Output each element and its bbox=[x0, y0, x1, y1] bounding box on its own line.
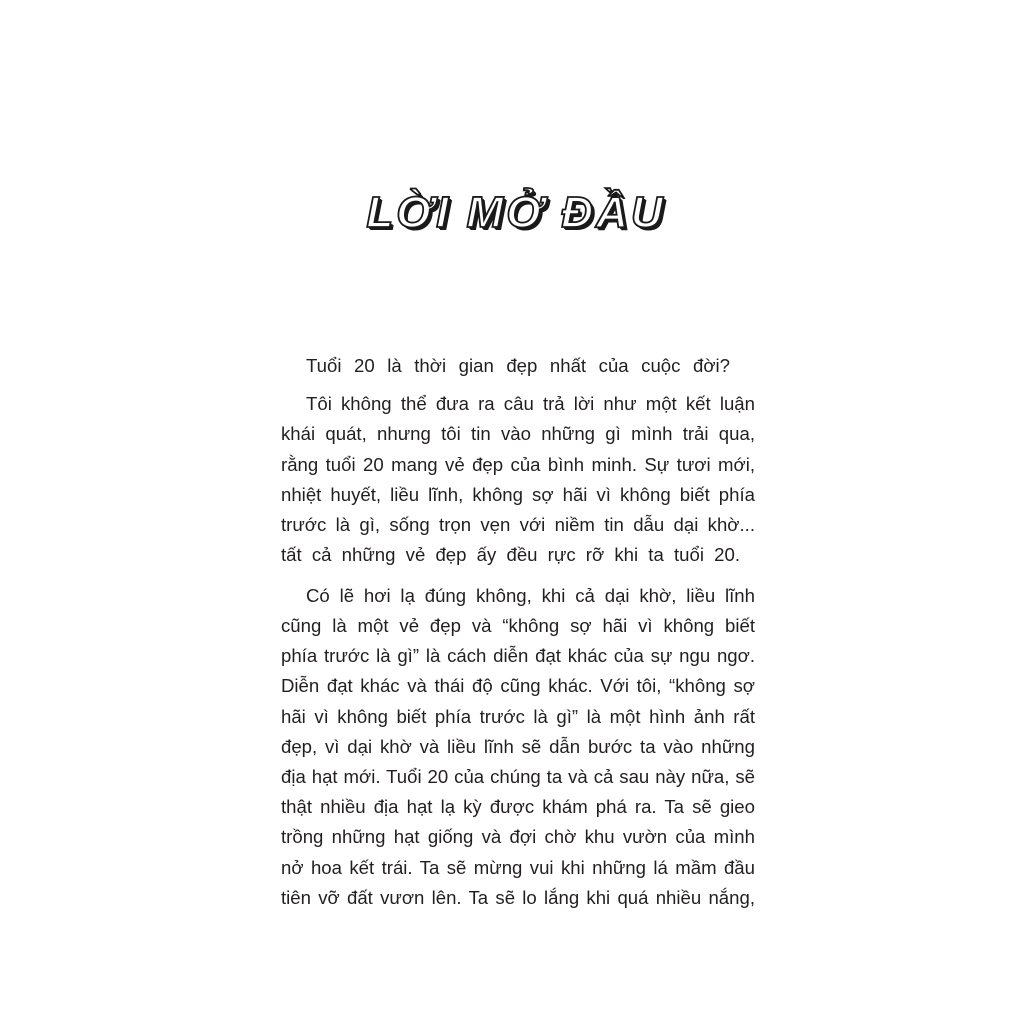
text-line: đẹp, vì dại khờ và liều lĩnh sẽ dẫn bước ta vào những bbox=[281, 735, 755, 757]
text-line: hãi vì không biết phía trước là gì” là một hình ảnh rất bbox=[281, 705, 755, 727]
text-line: nhiệt huyết, liều lĩnh, không sợ hãi vì không biết phía bbox=[281, 483, 755, 505]
text-line: Diễn đạt khác và thái độ cũng khác. Với tôi, “không sợ bbox=[281, 675, 755, 697]
paragraph-2 bbox=[281, 389, 755, 570]
text-line: rằng tuổi 20 mang vẻ đẹp của bình minh. Sự tươi mới, bbox=[281, 453, 755, 475]
text-line: nở hoa kết trái. Ta sẽ mừng vui khi những lá mầm đầu bbox=[281, 856, 755, 878]
text-line: khái quát, nhưng tôi tin vào những gì mình trải qua, bbox=[281, 423, 755, 445]
text-line: tiên vỡ đất vươn lên. Ta sẽ lo lắng khi quá nhiều nắng, bbox=[281, 886, 755, 908]
text-line: Tuổi 20 là thời gian đẹp nhất của cuộc đời? bbox=[306, 355, 730, 376]
text-line: tất cả những vẻ đẹp ấy đều rực rỡ khi ta tuổi 20. bbox=[281, 544, 740, 566]
paragraph-1 bbox=[281, 351, 755, 381]
body-text bbox=[281, 351, 755, 913]
text-line: phía trước là gì” là cách diễn đạt khác của sự ngu ngơ. bbox=[281, 645, 755, 667]
text-line: thật nhiều địa hạt lạ kỳ được khám phá ra. Ta sẽ gieo bbox=[281, 796, 755, 818]
text-line: trước là gì, sống trọn vẹn với niềm tin dẫu dại khờ... bbox=[281, 513, 755, 535]
text-line: Có lẽ hơi lạ đúng không, khi cả dại khờ, liều lĩnh bbox=[306, 584, 755, 606]
paragraph-3 bbox=[281, 581, 755, 913]
text-line: cũng là một vẻ đẹp và “không sợ hãi vì không biết bbox=[281, 615, 755, 636]
text-line: địa hạt mới. Tuổi 20 của chúng ta và cả sau này nữa, sẽ bbox=[281, 765, 755, 787]
page-title: LỜI MỞ ĐẦU bbox=[366, 188, 666, 237]
text-line: trồng những hạt giống và đợi chờ khu vườn của mình bbox=[281, 826, 755, 848]
text-line: Tôi không thể đưa ra câu trả lời như một kết luận bbox=[306, 393, 755, 415]
